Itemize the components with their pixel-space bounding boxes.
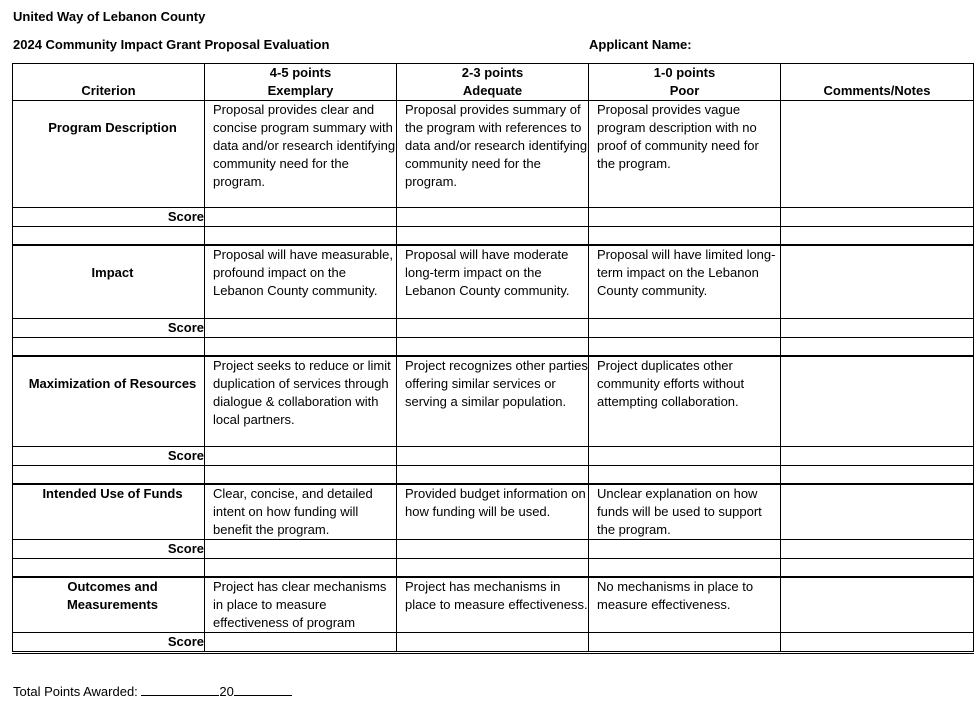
score-label: Score <box>13 633 205 653</box>
exemplary-description: Clear, concise, and detailed intent on how funding will benefit the program. <box>205 484 397 540</box>
score-row <box>13 540 974 559</box>
score-cell[interactable] <box>205 208 397 227</box>
exemplary-points: 4-5 points <box>269 65 332 80</box>
score-label: Score <box>13 540 205 559</box>
adequate-description: Project recognizes other parties offering similar services or serving a similar population. <box>397 356 589 447</box>
applicant-name-label: Applicant Name: <box>589 37 692 52</box>
spacer-row <box>13 559 974 578</box>
spacer-row <box>13 227 974 246</box>
criterion-name: Maximization of Resources <box>13 356 205 447</box>
score-cell[interactable] <box>397 208 589 227</box>
adequate-header <box>397 64 589 101</box>
adequate-description: Provided budget information on how funding will be used. <box>397 484 589 540</box>
criterion-row <box>13 101 974 208</box>
poor-points: 1-0 points <box>653 65 716 80</box>
score-label: Score <box>13 447 205 466</box>
poor-description: Proposal provides vague program description with no proof of community need for the program. <box>589 101 781 208</box>
criterion-name: Program Description <box>13 101 205 208</box>
criterion-name: Intended Use of Funds <box>13 484 205 540</box>
score-cell[interactable] <box>397 318 589 337</box>
score-cell[interactable] <box>781 633 974 653</box>
spacer-row <box>13 337 974 356</box>
comments-cell[interactable] <box>781 356 974 447</box>
poor-description: Unclear explanation on how funds will be used to support the program. <box>589 484 781 540</box>
adequate-label: Adequate <box>462 83 523 98</box>
total-points-underline <box>234 682 292 696</box>
score-cell[interactable] <box>397 633 589 653</box>
score-cell[interactable] <box>781 208 974 227</box>
total-points-max: 20 <box>219 684 234 699</box>
score-row <box>13 447 974 466</box>
poor-description: No mechanisms in place to measure effectiveness. <box>589 577 781 633</box>
evaluation-rubric-table <box>12 63 974 654</box>
score-cell[interactable] <box>205 633 397 653</box>
score-cell[interactable] <box>397 447 589 466</box>
adequate-description: Proposal provides summary of the program with references to data and/or research identifying community need for the program. <box>397 101 589 208</box>
criterion-row <box>13 356 974 447</box>
total-points-input[interactable] <box>141 682 219 696</box>
score-cell[interactable] <box>589 318 781 337</box>
comments-cell[interactable] <box>781 484 974 540</box>
score-cell[interactable] <box>589 540 781 559</box>
criterion-header: Criterion <box>13 64 205 101</box>
score-row <box>13 208 974 227</box>
poor-label: Poor <box>669 83 700 98</box>
comments-cell[interactable] <box>781 101 974 208</box>
comments-cell[interactable] <box>781 245 974 318</box>
criterion-name: Outcomes and Measurements <box>13 577 205 633</box>
exemplary-header <box>205 64 397 101</box>
criterion-row <box>13 577 974 633</box>
score-cell[interactable] <box>781 540 974 559</box>
total-points-line <box>13 682 292 699</box>
exemplary-description: Project has clear mechanisms in place to measure effectiveness of program <box>205 577 397 633</box>
organization-name: United Way of Lebanon County <box>13 9 206 24</box>
score-cell[interactable] <box>589 208 781 227</box>
score-row <box>13 318 974 337</box>
score-cell[interactable] <box>589 633 781 653</box>
score-row <box>13 633 974 653</box>
score-cell[interactable] <box>397 540 589 559</box>
score-cell[interactable] <box>205 318 397 337</box>
criterion-row <box>13 245 974 318</box>
criterion-row <box>13 484 974 540</box>
comments-header: Comments/Notes <box>781 64 974 101</box>
exemplary-description: Proposal will have measurable, profound impact on the Lebanon County community. <box>205 245 397 318</box>
spacer-row <box>13 466 974 485</box>
score-cell[interactable] <box>781 318 974 337</box>
form-title: 2024 Community Impact Grant Proposal Evaluation <box>13 37 330 52</box>
poor-description: Proposal will have limited long-term impact on the Lebanon County community. <box>589 245 781 318</box>
table-header-row <box>13 64 974 101</box>
poor-header <box>589 64 781 101</box>
poor-description: Project duplicates other community efforts without attempting collaboration. <box>589 356 781 447</box>
exemplary-label: Exemplary <box>267 83 334 98</box>
score-label: Score <box>13 318 205 337</box>
score-cell[interactable] <box>205 540 397 559</box>
score-cell[interactable] <box>205 447 397 466</box>
score-label: Score <box>13 208 205 227</box>
adequate-description: Proposal will have moderate long-term impact on the Lebanon County community. <box>397 245 589 318</box>
score-cell[interactable] <box>781 447 974 466</box>
criterion-name: Impact <box>13 245 205 318</box>
score-cell[interactable] <box>589 447 781 466</box>
comments-cell[interactable] <box>781 577 974 633</box>
exemplary-description: Project seeks to reduce or limit duplication of services through dialogue & collaboration with local partners. <box>205 356 397 447</box>
adequate-points: 2-3 points <box>461 65 524 80</box>
adequate-description: Project has mechanisms in place to measure effectiveness. <box>397 577 589 633</box>
exemplary-description: Proposal provides clear and concise program summary with data and/or research identifying community need for the program. <box>205 101 397 208</box>
total-points-label: Total Points Awarded: <box>13 684 138 699</box>
